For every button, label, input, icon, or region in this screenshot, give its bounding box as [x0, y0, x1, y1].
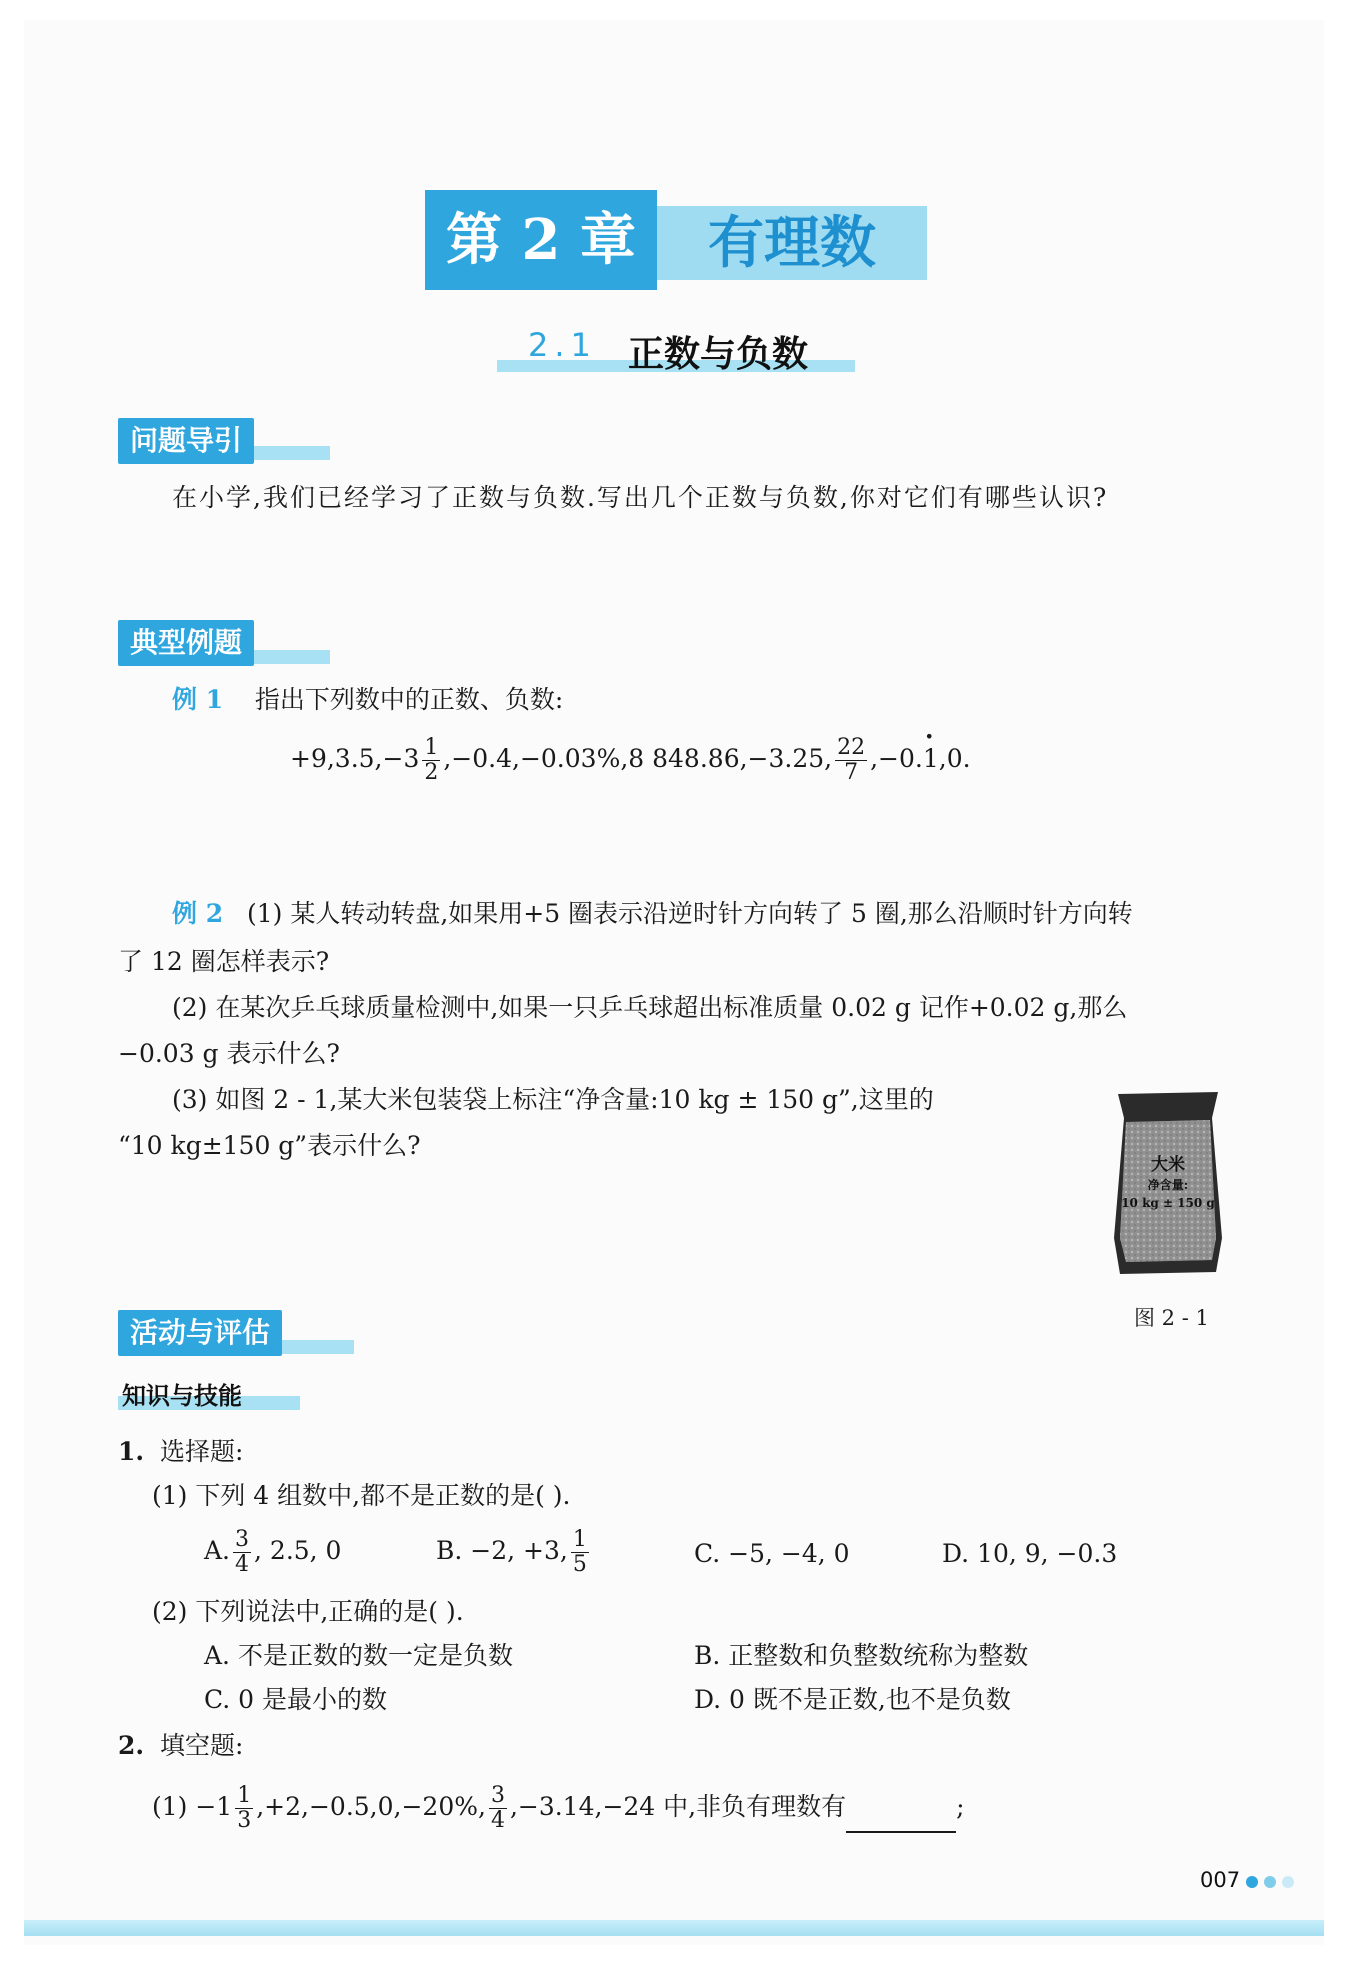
- example-2-label: 例 2: [172, 899, 224, 928]
- q1-title: 选择题:: [160, 1437, 244, 1466]
- section-number: 2.1: [528, 326, 597, 364]
- q1-1-option-b: [436, 1528, 592, 1577]
- q1-1-option-d: D. 10, 9, −0.3: [942, 1539, 1118, 1568]
- example-1: [172, 680, 563, 720]
- example-2-q1b: 了 12 圈怎样表示?: [118, 947, 330, 976]
- q1-2-option-c: C. 0 是最小的数: [204, 1685, 387, 1714]
- q1-1-option-a: [204, 1528, 341, 1577]
- ex1-frac1: [422, 736, 440, 785]
- q2-1-frac1-den: 3: [237, 1808, 252, 1833]
- q2-1-frac2: [489, 1784, 507, 1833]
- q1-2-stem: (2) 下列说法中,正确的是( ).: [152, 1597, 464, 1626]
- example-1-label: 例 1: [172, 685, 224, 714]
- q2-1-frac2-num: 3: [490, 1783, 505, 1808]
- ex1-repeating-digit: · 1: [923, 739, 939, 779]
- bag-title: 大米: [1151, 1155, 1185, 1175]
- rice-bag-image: [1112, 1088, 1224, 1276]
- q1-1-stem: (1) 下列 4 组数中,都不是正数的是( ).: [152, 1481, 571, 1510]
- bag-line2: 10 kg ± 150 g: [1121, 1196, 1215, 1210]
- q2-1: [152, 1784, 965, 1833]
- q2-1-answer-blank[interactable]: [846, 1803, 956, 1833]
- q1-heading: [118, 1432, 243, 1472]
- example-2-q3a: (3) 如图 2 - 1,某大米包装袋上标注“净含量:10 kg ± 150 g”,这里的: [172, 1085, 934, 1114]
- intro-tag: 问题导引: [118, 418, 254, 464]
- q1-1-b-frac-num: 1: [572, 1527, 587, 1552]
- ex1-frac2-den: 7: [844, 760, 859, 785]
- q1-1-a-frac-den: 4: [235, 1552, 250, 1577]
- q1-1-option-c: C. −5, −4, 0: [694, 1539, 850, 1568]
- ex1-part2: ,−0.4,−0.03%,8 848.86,−3.25,: [443, 744, 833, 773]
- bag-line1: 净含量:: [1147, 1178, 1189, 1192]
- section-title: 正数与负数: [628, 334, 809, 375]
- ex1-frac2: [835, 736, 867, 785]
- page-dot-1: [1246, 1876, 1258, 1888]
- page-number: 007: [1200, 1868, 1241, 1892]
- q1-2-option-b: B. 正整数和负整数统称为整数: [694, 1641, 1029, 1670]
- ex1-part3a: ,−0.: [870, 744, 923, 773]
- q2-title: 填空题:: [160, 1731, 244, 1760]
- q1-1-b-text: B. −2, +3,: [436, 1536, 568, 1565]
- q1-2-option-a: A. 不是正数的数一定是负数: [204, 1641, 513, 1670]
- ex1-frac1-den: 2: [424, 760, 439, 785]
- examples-tag: 典型例题: [118, 620, 254, 666]
- ex1-frac2-num: 22: [837, 735, 866, 760]
- page-dot-3: [1282, 1876, 1294, 1888]
- q2-number: 2.: [118, 1731, 145, 1760]
- q2-1-frac1: [235, 1784, 253, 1833]
- ex1-part3c: ,0.: [938, 744, 971, 773]
- example-2-q3b: “10 kg±150 g”表示什么?: [118, 1131, 421, 1160]
- ex1-frac1-num: 1: [424, 735, 439, 760]
- q1-1-a-rest: , 2.5, 0: [254, 1536, 342, 1565]
- q2-1-mid: ,+2,−0.5,0,−20%,: [256, 1792, 486, 1821]
- page-dot-2: [1264, 1876, 1276, 1888]
- example-1-numbers: [290, 736, 971, 785]
- chapter-title: 有理数: [657, 206, 927, 280]
- example-2-q1a-text: (1) 某人转动转盘,如果用+5 圈表示沿逆时针方向转了 5 圈,那么沿顺时针方向转: [246, 899, 1133, 928]
- q2-1-frac2-den: 4: [490, 1808, 505, 1833]
- skills-tag: 知识与技能: [122, 1382, 242, 1410]
- example-2-q1a: [172, 894, 1133, 934]
- ex1-part1: +9,3.5,−3: [290, 744, 420, 773]
- q2-heading: [118, 1726, 243, 1766]
- figure-caption: 图 2 - 1: [1134, 1306, 1209, 1330]
- intro-text: 在小学,我们已经学习了正数与负数.写出几个正数与负数,你对它们有哪些认识?: [172, 483, 1109, 512]
- q1-1-a-label: A.: [204, 1536, 231, 1565]
- q1-number: 1.: [118, 1437, 145, 1466]
- q1-1-a-frac: [233, 1528, 251, 1577]
- q1-1-b-frac-den: 5: [572, 1552, 587, 1577]
- q2-1-frac1-num: 1: [237, 1783, 252, 1808]
- chapter-label: 第 2 章: [425, 190, 657, 290]
- q2-1-pre: (1) −1: [152, 1792, 233, 1821]
- q2-1-post: ,−3.14,−24 中,非负有理数有: [509, 1792, 847, 1821]
- q1-1-b-frac: [571, 1528, 589, 1577]
- q2-1-end: ;: [956, 1792, 965, 1821]
- activity-tag: 活动与评估: [118, 1310, 282, 1356]
- q1-1-a-frac-num: 3: [235, 1527, 250, 1552]
- example-2-q2a: (2) 在某次乒乓球质量检测中,如果一只乒乓球超出标准质量 0.02 g 记作+0.02 g,那么: [172, 993, 1128, 1022]
- example-1-prompt: 指出下列数中的正数、负数:: [254, 685, 564, 714]
- q1-2-option-d: D. 0 既不是正数,也不是负数: [694, 1685, 1011, 1714]
- example-2-q2b: −0.03 g 表示什么?: [118, 1039, 340, 1068]
- bottom-bar: [24, 1920, 1324, 1936]
